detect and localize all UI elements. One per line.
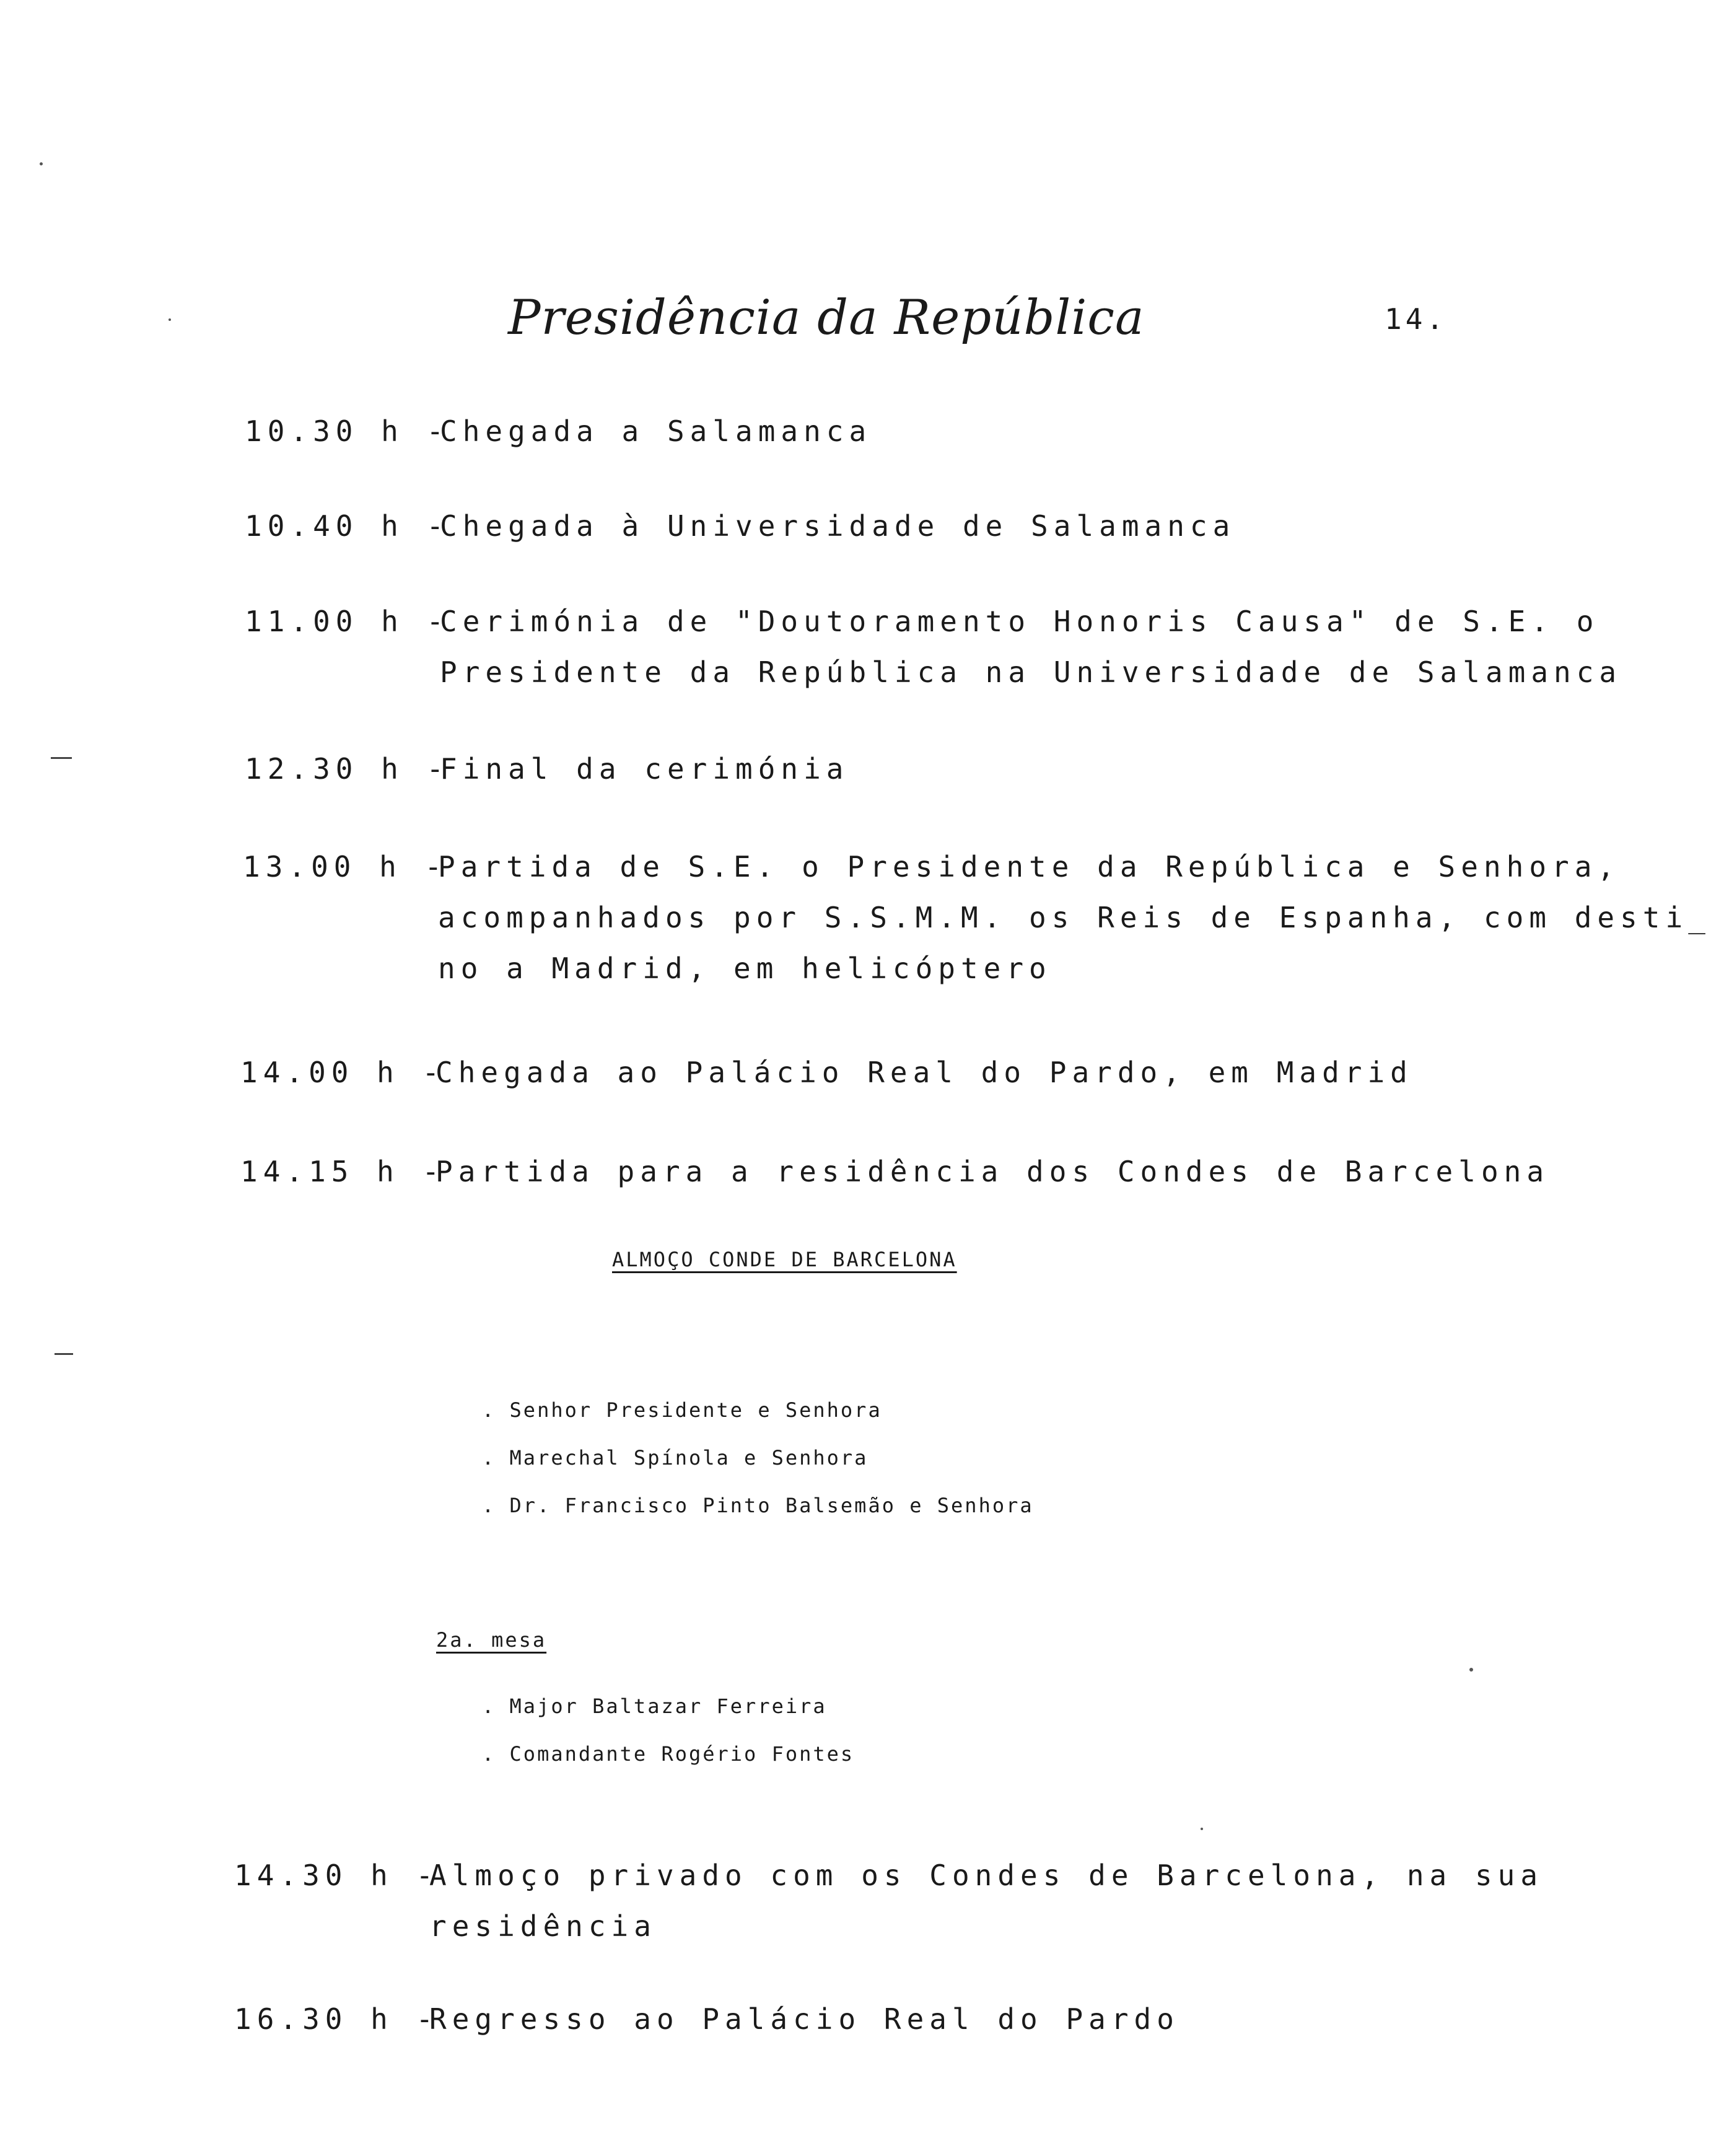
entry-line: Partida de S.E. o Presidente da República e Senhora, (438, 850, 1621, 883)
scan-mark (51, 757, 72, 759)
entry-text (435, 1146, 1549, 1197)
guest-item: . Comandante Rogério Fontes (482, 1742, 855, 1766)
entry-time: 14.15 h - (240, 1155, 445, 1188)
scan-speck (1201, 1828, 1203, 1830)
entry-text (429, 1850, 1543, 1952)
entry-time: 14.00 h - (240, 1056, 445, 1089)
entry-line: Final da cerimónia (440, 752, 849, 786)
entry-time: 10.40 h - (245, 509, 450, 543)
scan-speck (1469, 1668, 1473, 1672)
scan-speck (40, 162, 43, 165)
table1-guest-list (482, 1387, 1034, 1530)
entry-line: Chegada ao Palácio Real do Pardo, em Madrid (435, 1056, 1413, 1089)
guest-item: . Dr. Francisco Pinto Balsemão e Senhora (482, 1494, 1034, 1517)
guest-item: . Senhor Presidente e Senhora (482, 1398, 882, 1422)
table2-label: 2a. mesa (436, 1628, 547, 1652)
guest-item: . Major Baltazar Ferreira (482, 1694, 827, 1718)
entry-time: 11.00 h - (245, 605, 450, 638)
entry-line: Almoço privado com os Condes de Barcelona, na sua (429, 1859, 1544, 1892)
entry-line: residência (429, 1909, 657, 1943)
entry-line: acompanhados por S.S.M.M. os Reis de Espanha, com desti_ (438, 901, 1711, 934)
entry-text (438, 841, 1711, 994)
guest-item: . Marechal Spínola e Senhora (482, 1446, 869, 1470)
entry-line: Chegada a Salamanca (440, 414, 872, 448)
entry-line: Regresso ao Palácio Real do Pardo (429, 2002, 1179, 2036)
scan-speck (168, 318, 171, 321)
entry-line: Cerimónia de "Doutoramento Honoris Causa" de S.E. o (440, 605, 1599, 638)
entry-text (435, 1047, 1413, 1098)
entry-text (440, 501, 1235, 551)
entry-line: Presidente da República na Universidade de Salamanca (440, 655, 1622, 689)
page-number: 14. (1385, 302, 1448, 336)
entry-time: 12.30 h - (245, 752, 450, 786)
entry-line: Chegada à Universidade de Salamanca (440, 509, 1236, 543)
lunch-title: ALMOÇO CONDE DE BARCELONA (612, 1248, 957, 1271)
entry-text (429, 1994, 1179, 2044)
letterhead: Presidência da República (508, 290, 1145, 346)
entry-time: 14.30 h - (234, 1859, 439, 1892)
entry-line: no a Madrid, em helicóptero (438, 952, 1052, 985)
entry-time: 16.30 h - (234, 2002, 439, 2036)
entry-text (440, 596, 1622, 698)
scan-mark (55, 1353, 73, 1355)
table2-guest-list (482, 1683, 854, 1778)
entry-text (440, 743, 849, 794)
entry-line: Partida para a residência dos Condes de Barcelona (435, 1155, 1550, 1188)
entry-time: 13.00 h - (243, 850, 448, 883)
entry-text (440, 406, 872, 457)
entry-time: 10.30 h - (245, 414, 450, 448)
